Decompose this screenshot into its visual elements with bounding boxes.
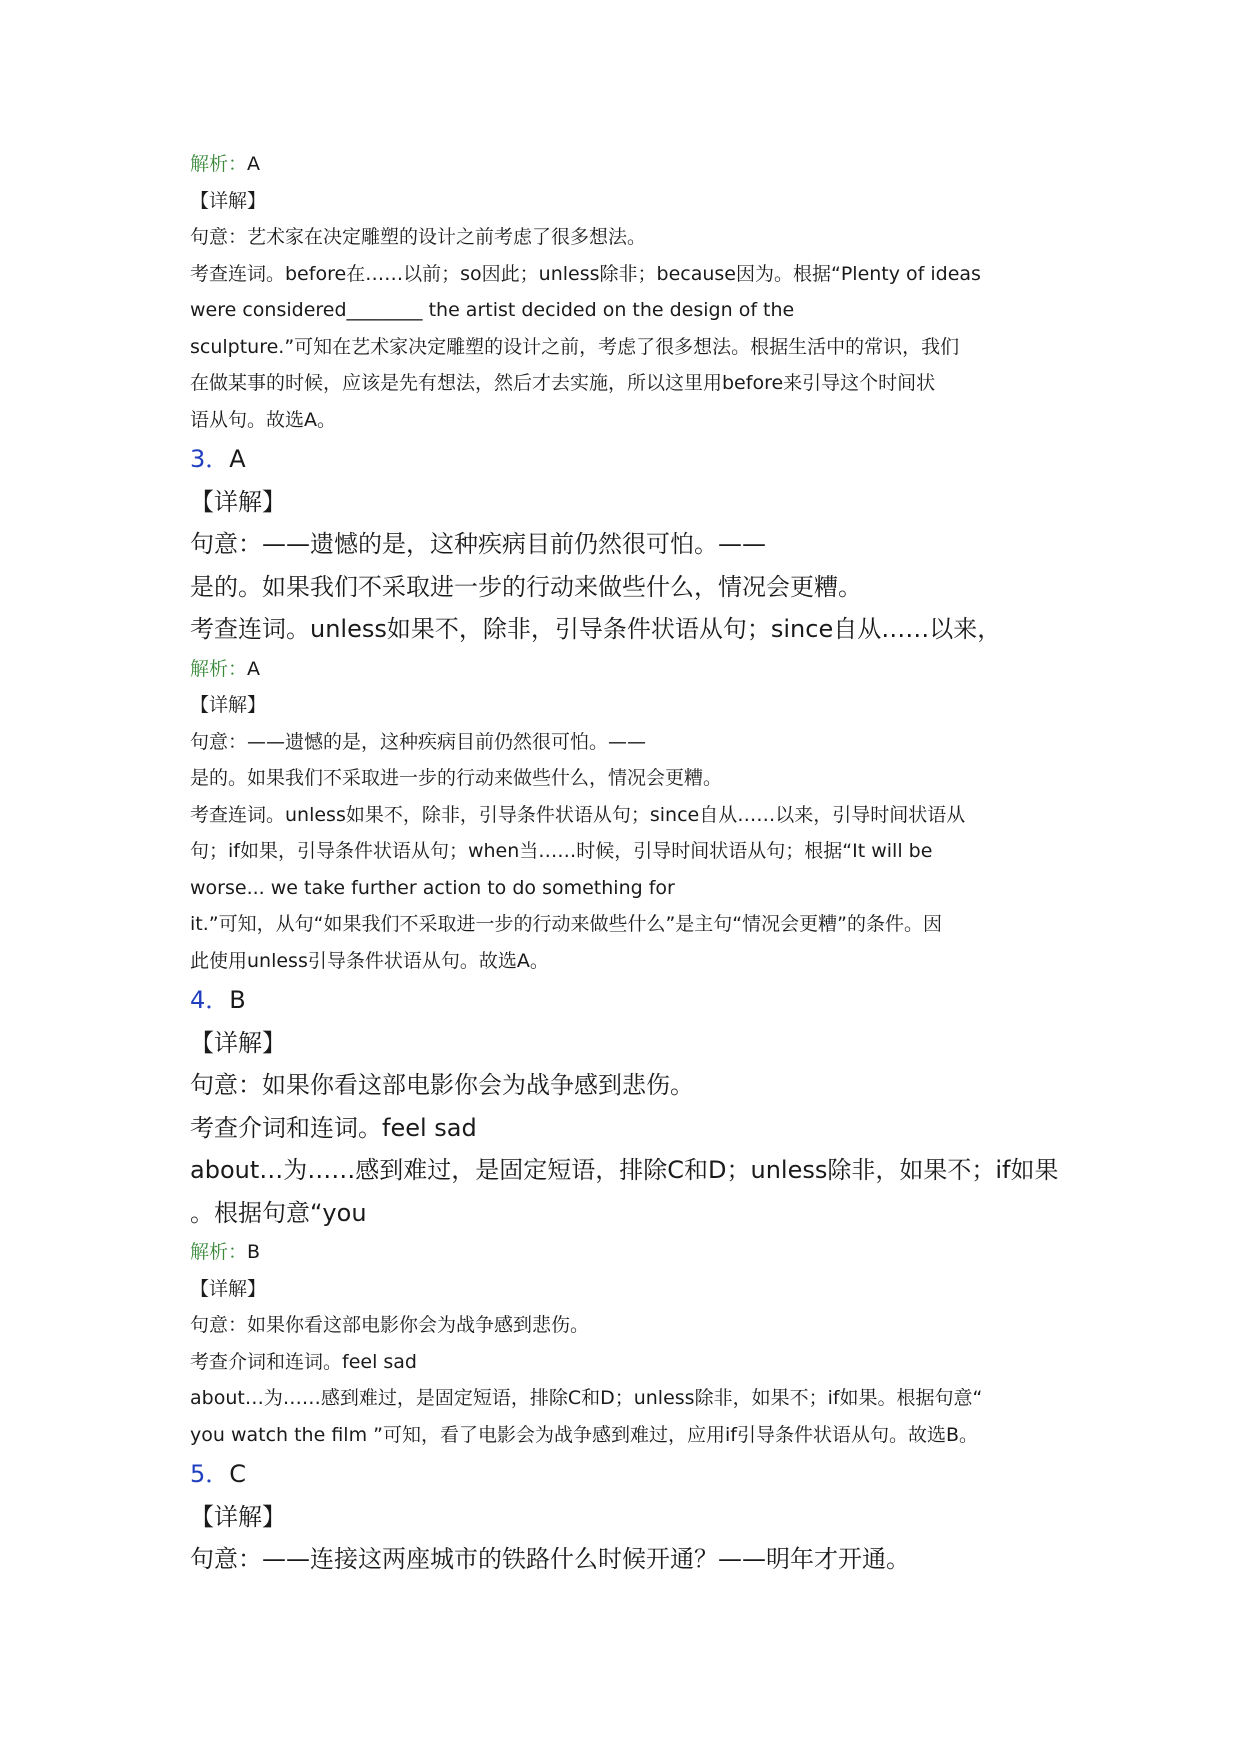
text-line <box>190 943 1070 980</box>
text-run: A <box>247 657 261 680</box>
text-line <box>190 1307 1070 1344</box>
text-line <box>190 481 1070 524</box>
text-run: 考查介词和连词。feel sad <box>190 1113 477 1142</box>
text-run: 。根据句意“you <box>190 1198 367 1227</box>
text-run: 句意：——遗憾的是，这种疾病目前仍然很可怕。—— <box>190 730 647 753</box>
text-line <box>190 1538 1070 1581</box>
analysis-label: 解析： <box>190 153 248 175</box>
text-line <box>190 1192 1070 1235</box>
text-run: 句；if如果，引导条件状语从句；when当……时候，引导时间状语从句；根据“It will be <box>190 840 933 862</box>
text-run: C <box>229 1460 247 1488</box>
text-line <box>190 1453 1070 1496</box>
text-line <box>190 219 1070 256</box>
text-run: 语从句。故选A。 <box>190 408 336 431</box>
text-line <box>190 365 1070 402</box>
text-run: 句意：——遗憾的是，这种疾病目前仍然很可怕。—— <box>190 530 766 558</box>
question-number: 4． <box>190 986 230 1014</box>
text-line <box>190 724 1070 761</box>
text-line <box>190 292 1070 329</box>
text-line <box>190 329 1070 366</box>
text-run: 【详解】 <box>190 1028 286 1057</box>
text-run: 考查连词。unless如果不，除非，引导条件状语从句；since自从……以来，引导时间状语从 <box>190 803 966 826</box>
text-run: 句意：如果你看这部电影你会为战争感到悲伤。 <box>190 1314 590 1336</box>
text-run: 【详解】 <box>190 189 267 212</box>
text-run: 是的。如果我们不采取进一步的行动来做些什么，情况会更糟。 <box>190 767 723 789</box>
text-run: 【详解】 <box>190 694 267 716</box>
text-run: 句意：如果你看这部电影你会为战争感到悲伤。 <box>190 1071 694 1099</box>
text-line <box>190 523 1070 566</box>
text-run: 句意：艺术家在决定雕塑的设计之前考虑了很多想法。 <box>190 226 647 248</box>
text-run: B <box>247 1241 261 1263</box>
text-line <box>190 1380 1070 1417</box>
text-run: 【详解】 <box>190 1502 286 1531</box>
text-run: 考查连词。unless如果不，除非，引导条件状语从句；since自从……以来， <box>190 615 1002 643</box>
question-number: 5． <box>190 1460 230 1488</box>
analysis-label: 解析： <box>190 1241 248 1263</box>
text-line <box>190 1417 1070 1454</box>
text-line <box>190 833 1070 870</box>
text-run: A <box>229 445 246 473</box>
text-line <box>190 1271 1070 1308</box>
text-line <box>190 146 1070 183</box>
text-run: 【详解】 <box>190 1277 267 1300</box>
text-run: you watch the film ”可知，看了电影会为战争感到难过，应用if引导条件状语从句。故选B。 <box>190 1423 978 1446</box>
text-run: about…为……感到难过，是固定短语，排除C和D；unless除非，如果不；if如果。根据句意“ <box>190 1387 983 1409</box>
text-line <box>190 608 1070 651</box>
text-run: 此使用unless引导条件状语从句。故选A。 <box>190 949 549 972</box>
text-line <box>190 906 1070 943</box>
analysis-label: 解析： <box>190 657 248 680</box>
text-line <box>190 1149 1070 1192</box>
text-line <box>190 566 1070 609</box>
text-run: were considered________ the artist decided on the design of the <box>190 299 795 321</box>
text-line <box>190 687 1070 724</box>
text-line <box>190 651 1070 688</box>
text-line <box>190 1064 1070 1107</box>
text-run: 考查介词和连词。feel sad <box>190 1350 417 1373</box>
text-line <box>190 979 1070 1022</box>
text-line <box>190 402 1070 439</box>
text-run: 在做某事的时候，应该是先有想法，然后才去实施，所以这里用before来引导这个时间状 <box>190 372 936 394</box>
text-run: about…为……感到难过，是固定短语，排除C和D；unless除非，如果不；if如果 <box>190 1156 1059 1184</box>
text-run: worse... we take further action to do something for <box>190 876 675 899</box>
text-line <box>190 1344 1070 1381</box>
text-line <box>190 1234 1070 1271</box>
text-run: A <box>247 153 261 175</box>
text-line <box>190 1496 1070 1539</box>
text-line <box>190 256 1070 293</box>
text-run: 是的。如果我们不采取进一步的行动来做些什么，情况会更糟。 <box>190 572 862 601</box>
text-line <box>190 870 1070 907</box>
text-run: sculpture.”可知在艺术家决定雕塑的设计之前，考虑了很多想法。根据生活中的常识，我们 <box>190 335 960 358</box>
question-number: 3． <box>190 445 230 473</box>
text-line <box>190 797 1070 834</box>
text-line <box>190 760 1070 797</box>
text-line <box>190 438 1070 481</box>
document-page <box>190 146 1070 1581</box>
text-line <box>190 1107 1070 1150</box>
text-line <box>190 1022 1070 1065</box>
text-line <box>190 183 1070 220</box>
text-run: it.”可知，从句“如果我们不采取进一步的行动来做些什么”是主句“情况会更糟”的条件。因 <box>190 913 942 935</box>
text-run: 考查连词。before在……以前；so因此；unless除非；because因为。根据“Plenty of ideas <box>190 262 981 285</box>
text-run: 句意：——连接这两座城市的铁路什么时候开通？——明年才开通。 <box>190 1545 910 1573</box>
text-run: B <box>229 986 246 1014</box>
text-run: 【详解】 <box>190 487 286 516</box>
